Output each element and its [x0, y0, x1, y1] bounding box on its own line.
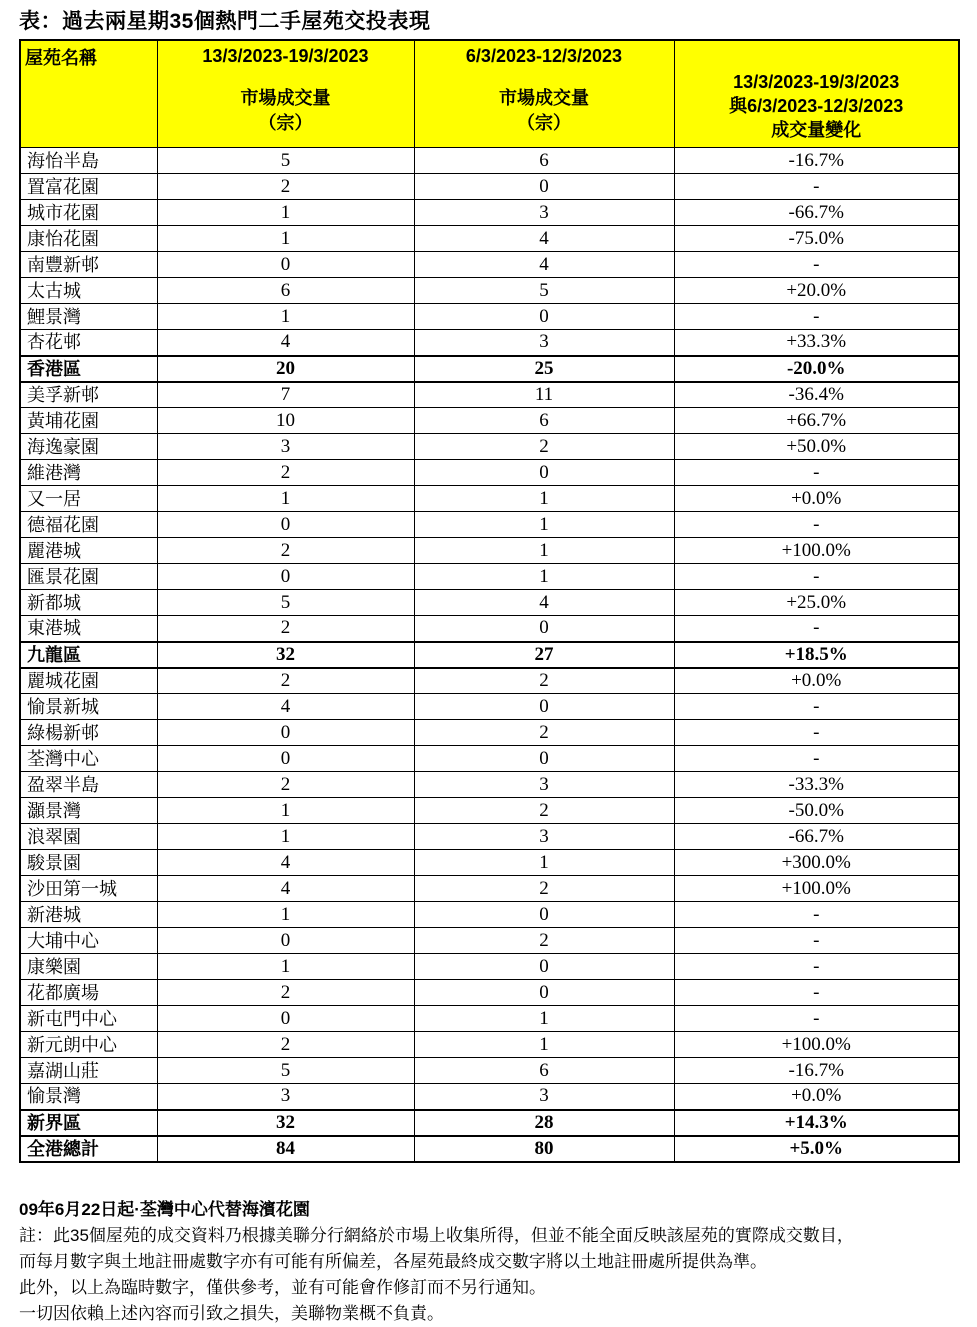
- table-row: [20, 512, 959, 538]
- estate-name-cell: 海怡半島: [20, 148, 157, 174]
- table-row: [20, 252, 959, 278]
- table-row: [20, 928, 959, 954]
- current-volume-cell: 1: [157, 304, 414, 330]
- table-row: [20, 330, 959, 356]
- previous-volume-cell: 6: [414, 1058, 674, 1084]
- estate-name-cell: 南豐新邨: [20, 252, 157, 278]
- footnote-line: 註：此35個屋苑的成交資料乃根據美聯分行網絡於市場上收集所得，但並不能全面反映該屋苑的實際成交數目，: [19, 1225, 854, 1245]
- estate-name-header-label: 屋苑名稱: [25, 48, 97, 68]
- change-cell: -: [674, 460, 959, 486]
- current-volume-cell: 0: [157, 1006, 414, 1032]
- change-cell: +25.0%: [674, 590, 959, 616]
- footnote-line: 此外，以上為臨時數字，僅供參考，並有可能會作修訂而不另行通知。: [19, 1277, 546, 1297]
- table-row: [20, 538, 959, 564]
- estate-name-cell: 康樂園: [20, 954, 157, 980]
- estate-name-header: [20, 40, 157, 148]
- estate-name-cell: 杏花邨: [20, 330, 157, 356]
- table-row: [20, 200, 959, 226]
- footnotes: [19, 1197, 977, 1327]
- previous-volume-cell: 0: [414, 460, 674, 486]
- estate-name-cell: 綠楊新邨: [20, 720, 157, 746]
- current-volume-cell: 5: [157, 148, 414, 174]
- previous-volume-cell: 2: [414, 798, 674, 824]
- current-volume-cell: 2: [157, 174, 414, 200]
- table-row: [20, 174, 959, 200]
- change-header-line1: 13/3/2023-19/3/2023: [733, 72, 900, 92]
- estate-name-cell: 置富花園: [20, 174, 157, 200]
- current-volume-cell: 2: [157, 668, 414, 694]
- estate-name-cell: 康怡花園: [20, 226, 157, 252]
- change-cell: -: [674, 902, 959, 928]
- table-row: [20, 902, 959, 928]
- change-cell: -: [674, 252, 959, 278]
- estate-name-cell: 黃埔花園: [20, 408, 157, 434]
- change-cell: +5.0%: [674, 1136, 959, 1162]
- estate-name-cell: 愉景灣: [20, 1084, 157, 1110]
- current-week-date: 13/3/2023-19/3/2023: [202, 46, 369, 66]
- previous-volume-cell: 11: [414, 382, 674, 408]
- change-cell: -: [674, 1006, 959, 1032]
- current-volume-cell: 84: [157, 1136, 414, 1162]
- change-cell: +66.7%: [674, 408, 959, 434]
- table-row: [20, 408, 959, 434]
- change-cell: -: [674, 512, 959, 538]
- table-row: [20, 226, 959, 252]
- change-cell: -20.0%: [674, 356, 959, 382]
- previous-volume-cell: 3: [414, 200, 674, 226]
- current-volume-cell: 1: [157, 226, 414, 252]
- estate-name-cell: 荃灣中心: [20, 746, 157, 772]
- table-row: [20, 798, 959, 824]
- table-row: [20, 850, 959, 876]
- current-volume-cell: 5: [157, 590, 414, 616]
- table-row: [20, 824, 959, 850]
- table-row: [20, 694, 959, 720]
- current-volume-cell: 0: [157, 746, 414, 772]
- current-volume-cell: 32: [157, 1110, 414, 1136]
- change-cell: -: [674, 694, 959, 720]
- current-volume-cell: 1: [157, 902, 414, 928]
- estate-name-cell: 大埔中心: [20, 928, 157, 954]
- table-row: [20, 304, 959, 330]
- previous-week-date: 6/3/2023-12/3/2023: [465, 46, 623, 66]
- change-cell: -: [674, 980, 959, 1006]
- estate-name-cell: 新界區: [20, 1110, 157, 1136]
- previous-volume-cell: 0: [414, 616, 674, 642]
- current-volume-cell: 2: [157, 616, 414, 642]
- table-row: [20, 954, 959, 980]
- change-cell: +100.0%: [674, 876, 959, 902]
- change-cell: -: [674, 616, 959, 642]
- estate-name-cell: 海逸豪園: [20, 434, 157, 460]
- change-cell: -: [674, 954, 959, 980]
- estate-name-cell: 又一居: [20, 486, 157, 512]
- estate-name-cell: 城市花園: [20, 200, 157, 226]
- table-row: [20, 980, 959, 1006]
- table-row: [20, 590, 959, 616]
- current-week-label: 市場成交量: [240, 88, 331, 108]
- previous-volume-cell: 3: [414, 1084, 674, 1110]
- table-row: [20, 278, 959, 304]
- estate-name-cell: 全港總計: [20, 1136, 157, 1162]
- change-cell: +50.0%: [674, 434, 959, 460]
- change-cell: -75.0%: [674, 226, 959, 252]
- current-volume-cell: 2: [157, 1032, 414, 1058]
- current-volume-cell: 32: [157, 642, 414, 668]
- estate-name-cell: 新屯門中心: [20, 1006, 157, 1032]
- estate-name-cell: 九龍區: [20, 642, 157, 668]
- previous-volume-cell: 0: [414, 174, 674, 200]
- estate-name-cell: 鯉景灣: [20, 304, 157, 330]
- table-row: [20, 434, 959, 460]
- previous-volume-cell: 0: [414, 902, 674, 928]
- table-row: [20, 1032, 959, 1058]
- table-row: [20, 1084, 959, 1110]
- current-volume-cell: 2: [157, 538, 414, 564]
- previous-volume-cell: 3: [414, 772, 674, 798]
- current-volume-cell: 10: [157, 408, 414, 434]
- previous-volume-cell: 0: [414, 746, 674, 772]
- current-volume-cell: 4: [157, 330, 414, 356]
- change-cell: +100.0%: [674, 1032, 959, 1058]
- current-volume-cell: 4: [157, 876, 414, 902]
- current-volume-cell: 1: [157, 798, 414, 824]
- previous-volume-cell: 1: [414, 1032, 674, 1058]
- change-cell: -16.7%: [674, 1058, 959, 1084]
- table-row: [20, 148, 959, 174]
- change-header-line3: 成交量變化: [771, 120, 862, 140]
- estate-name-cell: 駿景園: [20, 850, 157, 876]
- estate-name-cell: 匯景花園: [20, 564, 157, 590]
- estate-name-cell: 德福花園: [20, 512, 157, 538]
- previous-volume-cell: 3: [414, 330, 674, 356]
- previous-volume-cell: 2: [414, 434, 674, 460]
- change-cell: +0.0%: [674, 486, 959, 512]
- change-cell: -: [674, 720, 959, 746]
- previous-volume-cell: 5: [414, 278, 674, 304]
- estate-name-cell: 新港城: [20, 902, 157, 928]
- previous-volume-cell: 4: [414, 590, 674, 616]
- change-cell: -: [674, 304, 959, 330]
- change-cell: -: [674, 564, 959, 590]
- estate-name-cell: 麗城花園: [20, 668, 157, 694]
- current-volume-cell: 0: [157, 564, 414, 590]
- estate-name-cell: 美孚新邨: [20, 382, 157, 408]
- current-volume-cell: 2: [157, 460, 414, 486]
- current-volume-cell: 7: [157, 382, 414, 408]
- table-row: [20, 746, 959, 772]
- current-volume-cell: 5: [157, 1058, 414, 1084]
- change-cell: +20.0%: [674, 278, 959, 304]
- estate-name-cell: 麗港城: [20, 538, 157, 564]
- previous-week-label: 市場成交量: [499, 88, 589, 108]
- previous-volume-cell: 28: [414, 1110, 674, 1136]
- current-volume-cell: 3: [157, 434, 414, 460]
- table-title: 表：過去兩星期35個熱門二手屋苑交投表現: [19, 10, 431, 33]
- table-row: [20, 616, 959, 642]
- estate-name-cell: 香港區: [20, 356, 157, 382]
- current-volume-cell: 3: [157, 1084, 414, 1110]
- table-header: [20, 40, 959, 148]
- current-volume-cell: 0: [157, 720, 414, 746]
- previous-volume-cell: 2: [414, 876, 674, 902]
- current-volume-cell: 6: [157, 278, 414, 304]
- estate-name-cell: 花都廣場: [20, 980, 157, 1006]
- change-cell: +33.3%: [674, 330, 959, 356]
- current-volume-cell: 4: [157, 850, 414, 876]
- current-volume-cell: 0: [157, 928, 414, 954]
- previous-week-header: [414, 40, 674, 148]
- previous-volume-cell: 6: [414, 148, 674, 174]
- previous-volume-cell: 1: [414, 486, 674, 512]
- estate-name-cell: 東港城: [20, 616, 157, 642]
- current-volume-cell: 0: [157, 252, 414, 278]
- table-body: [20, 148, 959, 1162]
- footnote-line: 一切因依賴上述內容而引致之損失，美聯物業概不負責。: [19, 1303, 444, 1323]
- table-row: [20, 460, 959, 486]
- change-cell: -16.7%: [674, 148, 959, 174]
- previous-volume-cell: 1: [414, 538, 674, 564]
- estate-name-cell: 嘉湖山莊: [20, 1058, 157, 1084]
- current-volume-cell: 20: [157, 356, 414, 382]
- change-cell: -66.7%: [674, 200, 959, 226]
- current-volume-cell: 4: [157, 694, 414, 720]
- table-row: [20, 720, 959, 746]
- table-row: [20, 486, 959, 512]
- change-cell: -50.0%: [674, 798, 959, 824]
- previous-volume-cell: 6: [414, 408, 674, 434]
- previous-volume-cell: 0: [414, 954, 674, 980]
- current-volume-cell: 2: [157, 772, 414, 798]
- header-row: [20, 40, 959, 148]
- change-cell: -: [674, 174, 959, 200]
- previous-volume-cell: 25: [414, 356, 674, 382]
- previous-volume-cell: 0: [414, 980, 674, 1006]
- estate-name-cell: 愉景新城: [20, 694, 157, 720]
- current-volume-cell: 1: [157, 486, 414, 512]
- previous-volume-cell: 4: [414, 252, 674, 278]
- estate-name-cell: 灝景灣: [20, 798, 157, 824]
- change-cell: +18.5%: [674, 642, 959, 668]
- current-week-unit: （宗）: [258, 113, 313, 133]
- previous-volume-cell: 1: [414, 1006, 674, 1032]
- change-cell: +300.0%: [674, 850, 959, 876]
- table-row: [20, 382, 959, 408]
- change-cell: -66.7%: [674, 824, 959, 850]
- estate-name-cell: 太古城: [20, 278, 157, 304]
- change-cell: +100.0%: [674, 538, 959, 564]
- current-volume-cell: 0: [157, 512, 414, 538]
- change-cell: +0.0%: [674, 668, 959, 694]
- change-header: [674, 40, 959, 148]
- previous-volume-cell: 3: [414, 824, 674, 850]
- footnote-line: 09年6月22日起·荃灣中心代替海濱花園: [19, 1199, 310, 1219]
- footnote-line: 而每月數字與土地註冊處數字亦有可能有所偏差，各屋苑最終成交數字將以土地註冊處所提供為準。: [19, 1251, 767, 1271]
- table-row: [20, 668, 959, 694]
- previous-week-unit: （宗）: [517, 113, 571, 133]
- estate-name-cell: 新元朗中心: [20, 1032, 157, 1058]
- subtotal-row: [20, 1110, 959, 1136]
- grand-total-row: [20, 1136, 959, 1162]
- change-cell: -36.4%: [674, 382, 959, 408]
- change-cell: +0.0%: [674, 1084, 959, 1110]
- previous-volume-cell: 0: [414, 304, 674, 330]
- previous-volume-cell: 1: [414, 850, 674, 876]
- current-volume-cell: 1: [157, 824, 414, 850]
- table-row: [20, 1058, 959, 1084]
- current-volume-cell: 2: [157, 980, 414, 1006]
- current-week-header: [157, 40, 414, 148]
- previous-volume-cell: 0: [414, 694, 674, 720]
- estate-name-cell: 盈翠半島: [20, 772, 157, 798]
- change-cell: -: [674, 746, 959, 772]
- estate-name-cell: 浪翠園: [20, 824, 157, 850]
- table-row: [20, 772, 959, 798]
- previous-volume-cell: 80: [414, 1136, 674, 1162]
- estate-name-cell: 新都城: [20, 590, 157, 616]
- previous-volume-cell: 1: [414, 512, 674, 538]
- previous-volume-cell: 1: [414, 564, 674, 590]
- table-row: [20, 564, 959, 590]
- previous-volume-cell: 2: [414, 720, 674, 746]
- estate-name-cell: 沙田第一城: [20, 876, 157, 902]
- transactions-table: [19, 39, 960, 1163]
- change-cell: +14.3%: [674, 1110, 959, 1136]
- current-volume-cell: 1: [157, 200, 414, 226]
- previous-volume-cell: 27: [414, 642, 674, 668]
- previous-volume-cell: 2: [414, 928, 674, 954]
- estate-name-cell: 維港灣: [20, 460, 157, 486]
- table-row: [20, 1006, 959, 1032]
- previous-volume-cell: 4: [414, 226, 674, 252]
- change-cell: -: [674, 928, 959, 954]
- subtotal-row: [20, 356, 959, 382]
- subtotal-row: [20, 642, 959, 668]
- change-cell: -33.3%: [674, 772, 959, 798]
- previous-volume-cell: 2: [414, 668, 674, 694]
- change-header-line2: 與6/3/2023-12/3/2023: [729, 96, 904, 116]
- table-row: [20, 876, 959, 902]
- current-volume-cell: 1: [157, 954, 414, 980]
